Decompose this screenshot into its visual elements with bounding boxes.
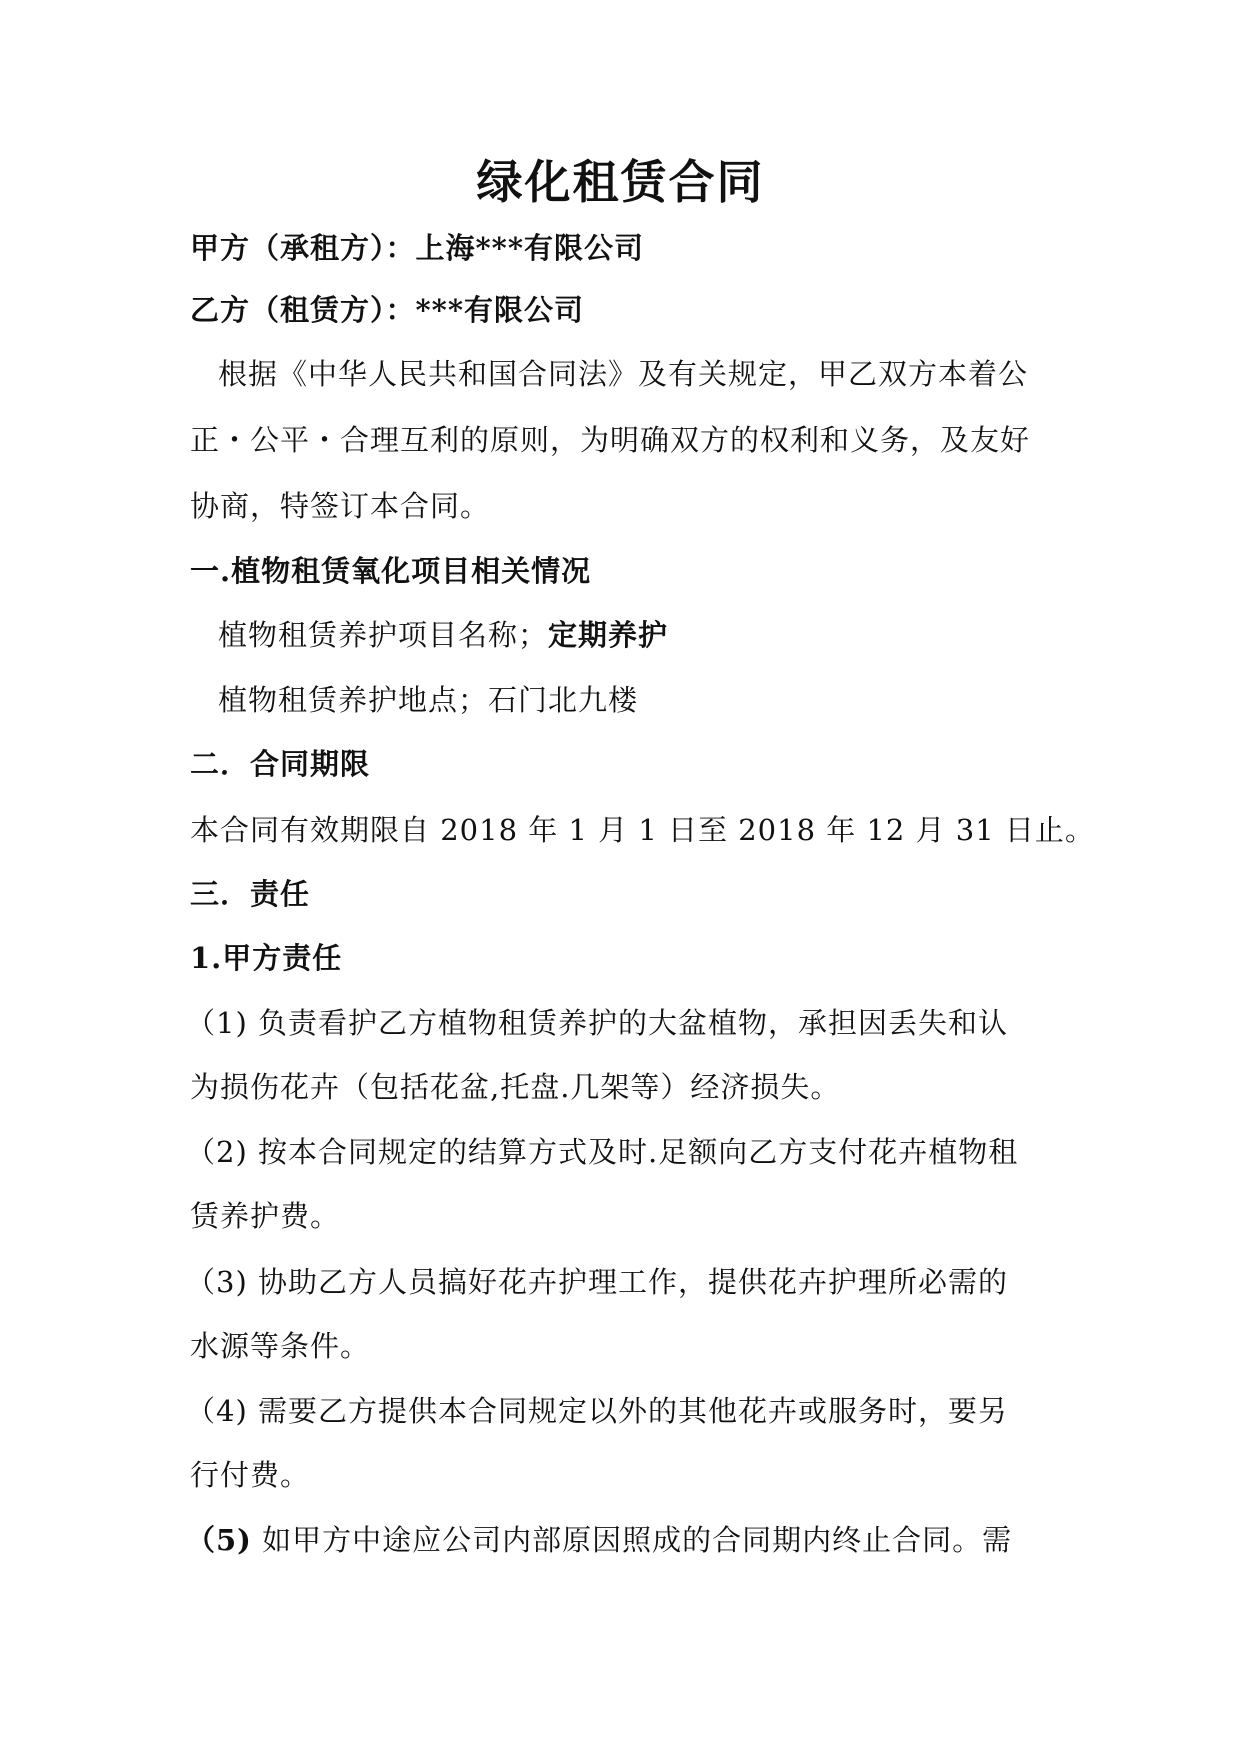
section2-heading: 二．合同期限 <box>190 747 371 781</box>
section3-heading: 三．责任 <box>190 877 311 911</box>
intro-line-2: 正・公平・合理互利的原则，为明确双方的权利和义务，及友好 <box>190 423 1031 457</box>
duty-item-2-line-2: 赁养护费。 <box>190 1199 341 1233</box>
contract-term-text: 本合同有效期限自 2018 年 1 月 1 日至 2018 年 12 月 31 日止。 <box>190 813 1095 847</box>
party-b: 乙方（租赁方）：***有限公司 <box>190 293 584 327</box>
duty-item-2-line-1: （2) 按本合同规定的结算方式及时.足额向乙方支付花卉植物租 <box>186 1135 1019 1169</box>
project-name-label: 植物租赁养护项目名称； <box>218 618 549 652</box>
intro-line-1: 根据《中华人民共和国合同法》及有关规定，甲乙双方本着公 <box>218 357 1029 391</box>
project-location: 植物租赁养护地点；石门北九楼 <box>218 683 639 717</box>
duty-item-5-text: 如甲方中途应公司内部原因照成的合同期内终止合同。需 <box>262 1523 1013 1557</box>
duty-item-5-line-1 <box>186 1520 1012 1560</box>
document-title: 绿化租赁合同 <box>476 155 765 209</box>
duty-item-4-line-2: 行付费。 <box>190 1458 311 1492</box>
duty-item-5-number: （5) <box>186 1523 252 1557</box>
duty-item-4-line-1: （4) 需要乙方提供本合同规定以外的其他花卉或服务时，要另 <box>186 1394 1008 1428</box>
intro-line-3: 协商，特签订本合同。 <box>190 489 491 523</box>
duty-item-1-line-1: （1) 负责看护乙方植物租赁养护的大盆植物，承担因丢失和认 <box>186 1006 1008 1040</box>
party-a: 甲方（承租方）：上海***有限公司 <box>190 231 644 265</box>
project-name-row <box>218 615 668 655</box>
duty-item-1-line-2: 为损伤花卉（包括花盆,托盘.几架等）经济损失。 <box>190 1070 841 1104</box>
duty-item-3-line-1: （3) 协助乙方人员搞好花卉护理工作，提供花卉护理所必需的 <box>186 1265 1008 1299</box>
party-a-duties-heading: 1.甲方责任 <box>190 941 343 975</box>
section1-heading: 一.植物租赁氧化项目相关情况 <box>190 554 592 588</box>
project-name-value: 定期养护 <box>548 618 669 652</box>
duty-item-3-line-2: 水源等条件。 <box>190 1329 371 1363</box>
